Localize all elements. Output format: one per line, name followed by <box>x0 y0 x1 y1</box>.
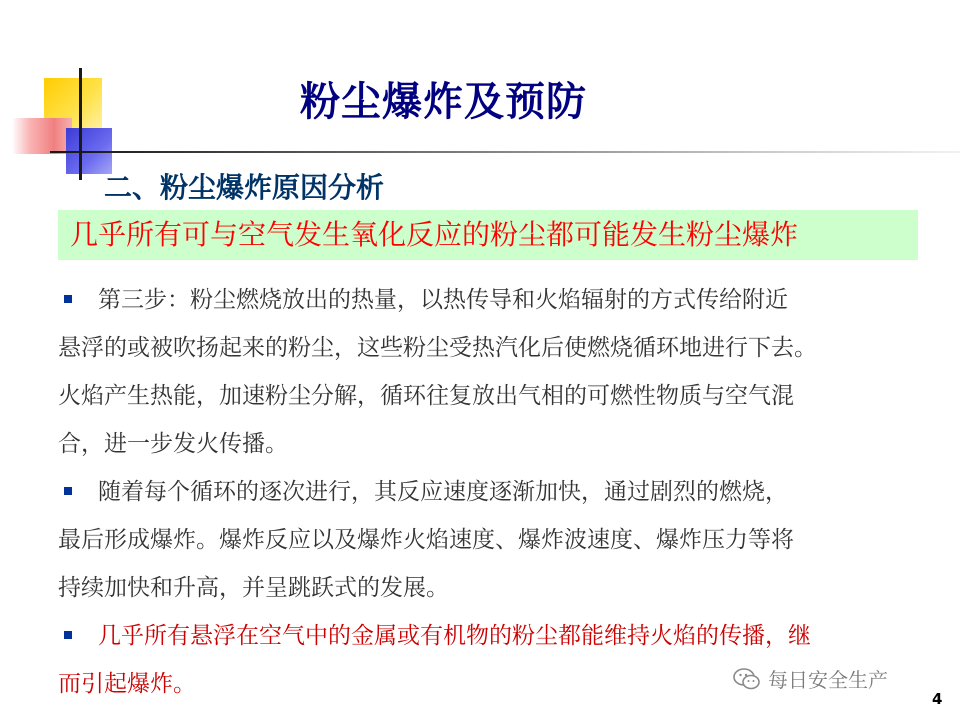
bullet-square-icon <box>64 487 72 495</box>
section-subtitle: 二、粉尘爆炸原因分析 <box>104 171 385 204</box>
bullet-square-icon <box>64 295 72 303</box>
list-item-line: 最后形成爆炸。爆炸反应以及爆炸火焰速度、爆炸波速度、爆炸压力等将 <box>58 527 794 553</box>
corner-decoration <box>0 0 140 190</box>
title-divider <box>80 151 960 153</box>
slide-title: 粉尘爆炸及预防 <box>300 78 587 125</box>
red-block-decoration <box>12 118 72 154</box>
list-item <box>58 612 938 708</box>
list-item-line: 悬浮的或被吹扬起来的粉尘，这些粉尘受热汽化后使燃烧循环地进行下去。 <box>58 335 817 361</box>
bullet-list <box>58 276 938 708</box>
list-item-line: 而引起爆炸。 <box>58 671 196 697</box>
page-number: 4 <box>932 690 943 708</box>
list-item-line: 持续加快和升高，并呈跳跃式的发展。 <box>58 575 449 601</box>
list-item-line: 几乎所有悬浮在空气中的金属或有机物的粉尘都能维持火焰的传播，继 <box>98 623 811 649</box>
wechat-icon <box>732 666 762 692</box>
vertical-rule <box>79 68 82 180</box>
highlight-statement: 几乎所有可与空气发生氧化反应的粉尘都可能发生粉尘爆炸 <box>58 210 918 260</box>
list-item-line: 火焰产生热能，加速粉尘分解，循环往复放出气相的可燃性物质与空气混 <box>58 383 794 409</box>
list-item-line: 随着每个循环的逐次进行，其反应速度逐渐加快，通过剧烈的燃烧， <box>98 479 788 505</box>
list-item <box>58 276 938 468</box>
bullet-square-icon <box>64 631 72 639</box>
list-item-line: 合，进一步发火传播。 <box>58 431 288 457</box>
watermark-text: 每日安全生产 <box>768 668 888 692</box>
watermark <box>732 664 888 693</box>
list-item <box>58 468 938 612</box>
list-item-line: 第三步：粉尘燃烧放出的热量，以热传导和火焰辐射的方式传给附近 <box>98 287 788 313</box>
